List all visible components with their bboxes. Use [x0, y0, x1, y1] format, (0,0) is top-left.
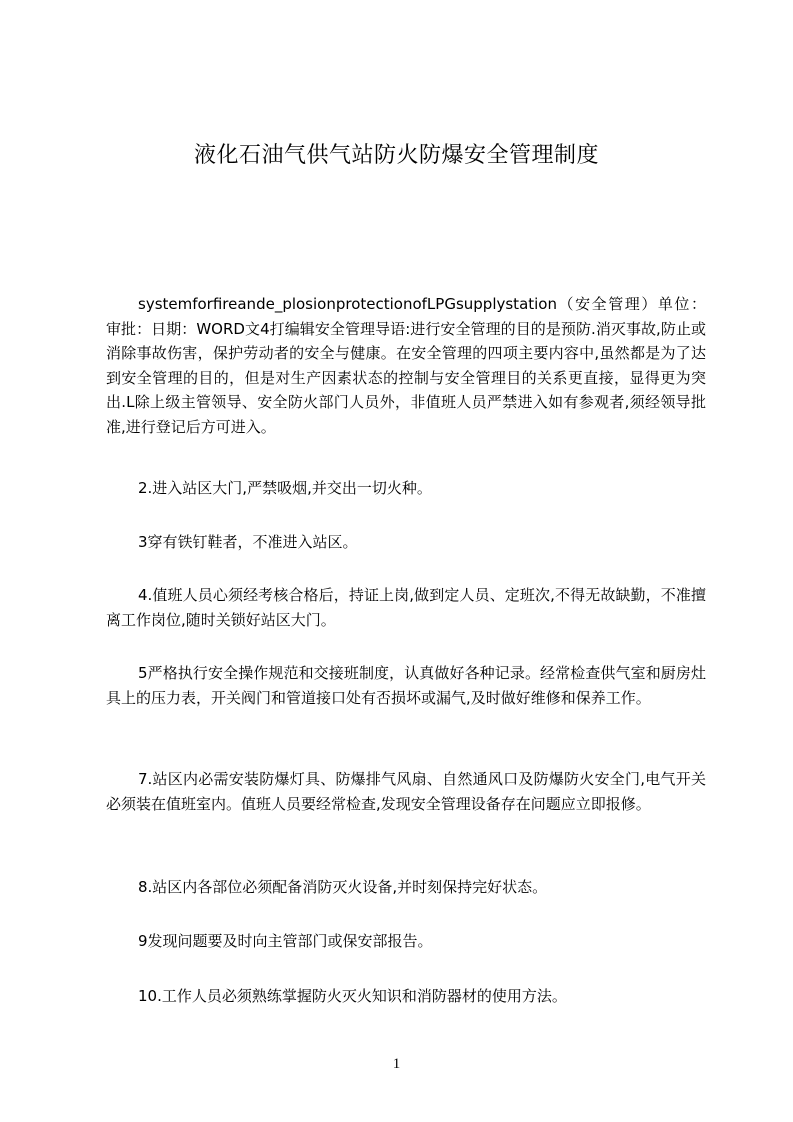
paragraph-item-2: 2.进入站区大门,严禁吸烟,并交出一切火种。 — [138, 479, 432, 497]
paragraph-item-5: 5严格执行安全操作规范和交接班制度，认真做好各种记录。经常检查供气室和厨房灶具上的压力表，开关阀门和管道接口处有否损坏或漏气,及时做好维修和保养工作。 — [106, 664, 706, 707]
paragraph-intro: systemforfireande_plosionprotectionofLPGsupplystation（安全管理）单位：审批：日期：WORD文4打编辑安全管理导语:进行安全管理的目的是预防.消灭事故,防止或消除事故伤害，保护劳动者的安全与健康。在安全管理的四项主要内容中,虽然都是为了达到安全管理的目的，但是对生产因素状态的控制与安全管理目的关系更直接，显得更为突出.L除上级主管领导、安全防火部门人员外，非值班人员严禁进入如有参观者,须经领导批准,进行登记后方可进入。 — [106, 295, 706, 436]
paragraph-item-9: 9发现问题要及时向主管部门或保安部报告。 — [138, 932, 433, 950]
page-number: 1 — [392, 1056, 401, 1072]
document-title: 液化石油气供气站防火防爆安全管理制度 — [193, 143, 599, 168]
paragraph-item-8: 8.站区内各部位必须配备消防灭火设备,并时刻保持完好状态。 — [138, 878, 548, 896]
paragraph-item-10: 10.工作人员必须熟练掌握防火灭火知识和消防器材的使用方法。 — [138, 987, 567, 1005]
paragraph-item-7: 7.站区内必需安装防爆灯具、防爆排气风扇、自然通风口及防爆防火安全门,电气开关必须装在值班室内。值班人员要经常检查,发现安全管理设备存在问题应立即报修。 — [106, 770, 706, 813]
paragraph-item-3: 3穿有铁钉鞋者，不准进入站区。 — [138, 533, 358, 551]
paragraph-item-4: 4.值班人员心须经考核合格后，持证上岗,做到定人员、定班次,不得无故缺勤，不准擅离工作岗位,随时关锁好站区大门。 — [106, 586, 706, 629]
